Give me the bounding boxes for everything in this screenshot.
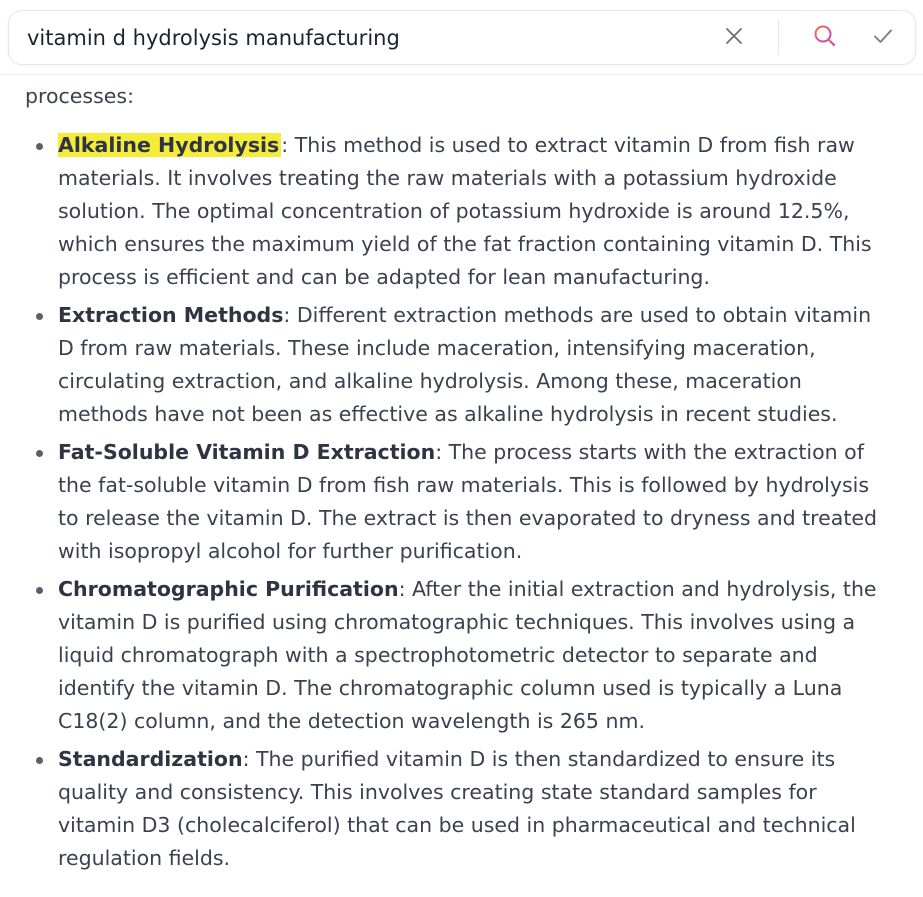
toolbar-divider	[778, 20, 779, 55]
item-text: : The purified vitamin D is then standardized to ensure its quality and consistency. This involves creating state standard samples for vitamin D3 (cholecalciferol) that can be used in pharmaceutical and technical regulation fields.	[58, 747, 856, 870]
bullet-icon	[36, 757, 43, 764]
search-bar	[8, 10, 916, 65]
intro-text: processes:	[25, 84, 134, 108]
list-item	[0, 299, 923, 431]
confirm-button[interactable]	[870, 25, 896, 51]
bullet-icon	[36, 587, 43, 594]
item-term: Fat-Soluble Vitamin D Extraction	[58, 440, 436, 464]
item-text: : The process starts with the extraction of the fat-soluble vitamin D from fish raw materials. This is followed by hydrolysis to release the vitamin D. The extract is then evaporated to dryness and treated with isopropyl alcohol for further purification.	[58, 440, 877, 563]
list-item	[0, 436, 923, 568]
list-item	[0, 743, 923, 875]
check-icon	[872, 25, 894, 51]
item-text: : Different extraction methods are used to obtain vitamin D from raw materials. These include maceration, intensifying maceration, circulating extraction, and alkaline hydrolysis. Among these, maceration methods have not been as effective as alkaline hydrolysis in recent studies.	[58, 303, 872, 426]
search-input[interactable]	[27, 24, 667, 52]
search-button[interactable]	[812, 25, 838, 51]
bullet-list	[0, 129, 923, 880]
item-term: Alkaline Hydrolysis	[58, 133, 280, 157]
item-term: Chromatographic Purification	[58, 577, 399, 601]
item-text: : After the initial extraction and hydrolysis, the vitamin D is purified using chromatographic techniques. This involves using a liquid chromatograph with a spectrophotometric detector to separate and identify the vitamin D. The chromatographic column used is typically a Luna C18(2) column, and the detection wavelength is 265 nm.	[58, 577, 877, 733]
clear-search-button[interactable]	[721, 25, 747, 51]
list-item	[0, 129, 923, 294]
bullet-icon	[36, 143, 43, 150]
close-icon	[724, 26, 744, 50]
item-term: Extraction Methods	[58, 303, 284, 327]
bullet-icon	[36, 450, 43, 457]
header-divider	[0, 74, 923, 75]
search-icon	[813, 24, 837, 52]
bullet-icon	[36, 313, 43, 320]
item-text: : This method is used to extract vitamin D from fish raw materials. It involves treating the raw materials with a potassium hydroxide solution. The optimal concentration of potassium hydroxide is around 12.5%, which ensures the maximum yield of the fat fraction containing vitamin D. This process is efficient and can be adapted for lean manufacturing.	[58, 133, 872, 289]
item-term: Standardization	[58, 747, 243, 771]
list-item	[0, 573, 923, 738]
